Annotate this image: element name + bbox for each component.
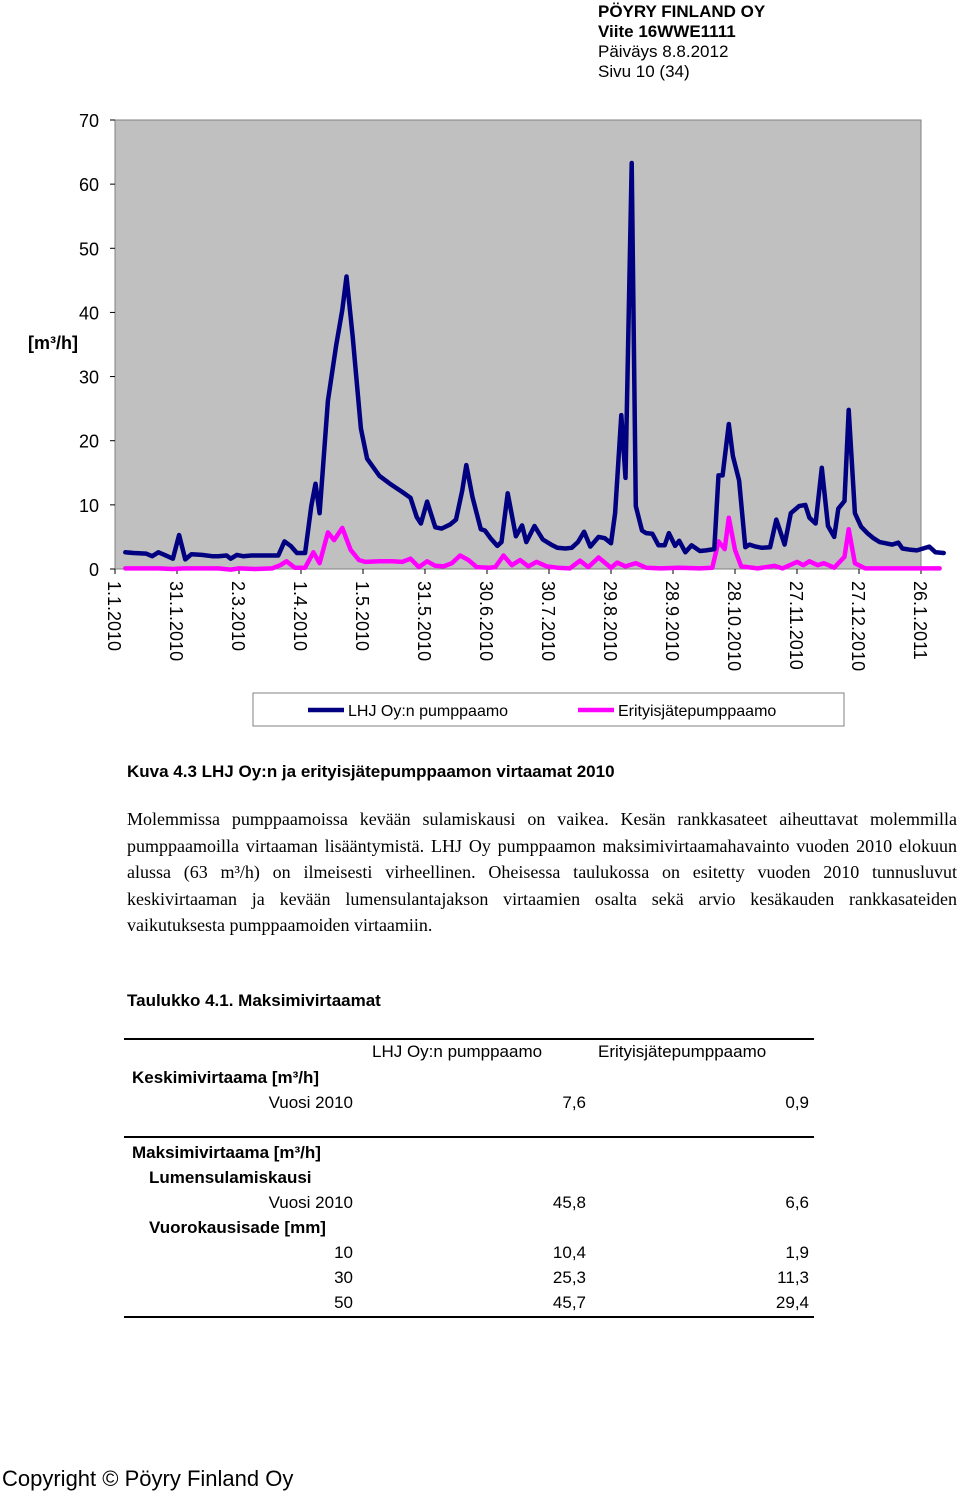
x-tick-label: 27.11.2010 <box>786 581 806 670</box>
page-header <box>598 2 765 82</box>
rain-row-label: 50 <box>334 1293 353 1312</box>
avg-erityis-value: 0,9 <box>785 1093 809 1112</box>
rain-row-lhj-value: 25,3 <box>552 1268 586 1287</box>
y-tick-label: 60 <box>78 175 99 196</box>
x-tick-label: 2.3.2010 <box>228 581 248 652</box>
y-axis-label: [m³/h] <box>28 333 78 353</box>
y-tick-label: 10 <box>78 495 99 516</box>
x-tick-label: 1.5.2010 <box>352 581 372 652</box>
reference: Viite 16WWE1111 <box>598 22 736 41</box>
x-tick-label: 1.1.2010 <box>104 581 124 652</box>
max-flow-title: Maksimivirtaama [m³/h] <box>132 1143 321 1162</box>
y-tick-label: 20 <box>78 431 99 452</box>
rain-row-label: 10 <box>334 1243 353 1262</box>
copyright-footer: Copyright © Pöyry Finland Oy <box>2 1466 294 1491</box>
table-bottom-rule <box>124 1316 814 1318</box>
x-tick-label: 28.10.2010 <box>724 581 744 672</box>
snow-erityis-value: 6,6 <box>785 1193 809 1212</box>
plot-area <box>115 120 921 569</box>
rain-row-erityis-value: 11,3 <box>777 1268 809 1287</box>
body-paragraph: Molemmissa pumppaamoissa kevään sulamiskausi on vaikea. Kesän rankkasateet aiheuttavat molemmilla pumppaamoilla virtaaman lisääntymistä. LHJ Oy pumppaamon maksimivirtaamahavainto vuoden 2010 elokuun alussa (63 m³/h) on ilmeisesti virheellinen. Oheisessa taulukossa on esitetty vuoden 2010 tunnusluvut keskivirtaaman ja kevään lumensulantajakson virtaamien osalta sekä arvio kesäkauden rankkasateiden vaikutuksesta pumppaamoiden virtaamiin. <box>127 809 957 935</box>
y-tick-label: 30 <box>78 367 99 388</box>
avg-year-label: Vuosi 2010 <box>268 1093 353 1112</box>
table-mid-rule <box>124 1136 814 1138</box>
x-tick-label: 30.6.2010 <box>476 581 496 662</box>
y-tick-label: 50 <box>78 239 99 260</box>
flow-chart <box>0 100 960 740</box>
x-tick-label: 31.5.2010 <box>414 581 434 662</box>
daily-rain-title: Vuorokausisade [mm] <box>149 1218 326 1237</box>
avg-flow-title: Keskimivirtaama [m³/h] <box>132 1068 320 1087</box>
x-tick-label: 27.12.2010 <box>848 581 868 672</box>
snow-period-title: Lumensulamiskausi <box>149 1168 312 1187</box>
page-number: Sivu 10 (34) <box>598 62 690 81</box>
company-name: PÖYRY FINLAND OY <box>598 2 766 21</box>
snow-year-label: Vuosi 2010 <box>268 1193 353 1212</box>
snow-lhj-value: 45,8 <box>552 1193 586 1212</box>
x-tick-label: 26.1.2011 <box>910 581 930 660</box>
y-tick-label: 40 <box>78 303 99 324</box>
rain-row-erityis-value: 29,4 <box>775 1293 809 1312</box>
col-header-erityis: Erityisjätepumppaamo <box>598 1042 767 1061</box>
figure-caption: Kuva 4.3 LHJ Oy:n ja erityisjätepumppaamon virtaamat 2010 <box>127 762 615 781</box>
y-tick-label: 70 <box>78 111 99 131</box>
x-tick-label: 29.8.2010 <box>600 581 620 662</box>
x-tick-label: 31.1.2010 <box>166 581 186 662</box>
rain-row-erityis-value: 1,9 <box>785 1243 809 1262</box>
rain-row-label: 30 <box>334 1268 353 1287</box>
x-tick-label: 30.7.2010 <box>538 581 558 662</box>
legend-label: LHJ Oy:n pumppaamo <box>348 703 509 720</box>
table-caption: Taulukko 4.1. Maksimivirtaamat <box>127 991 381 1010</box>
x-tick-label: 28.9.2010 <box>662 581 682 662</box>
col-header-lhj: LHJ Oy:n pumppaamo <box>372 1042 543 1061</box>
date: Päiväys 8.8.2012 <box>598 42 729 61</box>
y-tick-label: 0 <box>88 560 99 580</box>
table-top-rule <box>124 1038 814 1040</box>
x-tick-label: 1.4.2010 <box>290 581 310 652</box>
avg-lhj-value: 7,6 <box>562 1093 586 1112</box>
rain-row-lhj-value: 45,7 <box>552 1293 586 1312</box>
rain-row-lhj-value: 10,4 <box>552 1243 586 1262</box>
legend-label: Erityisjätepumppaamo <box>618 703 777 720</box>
